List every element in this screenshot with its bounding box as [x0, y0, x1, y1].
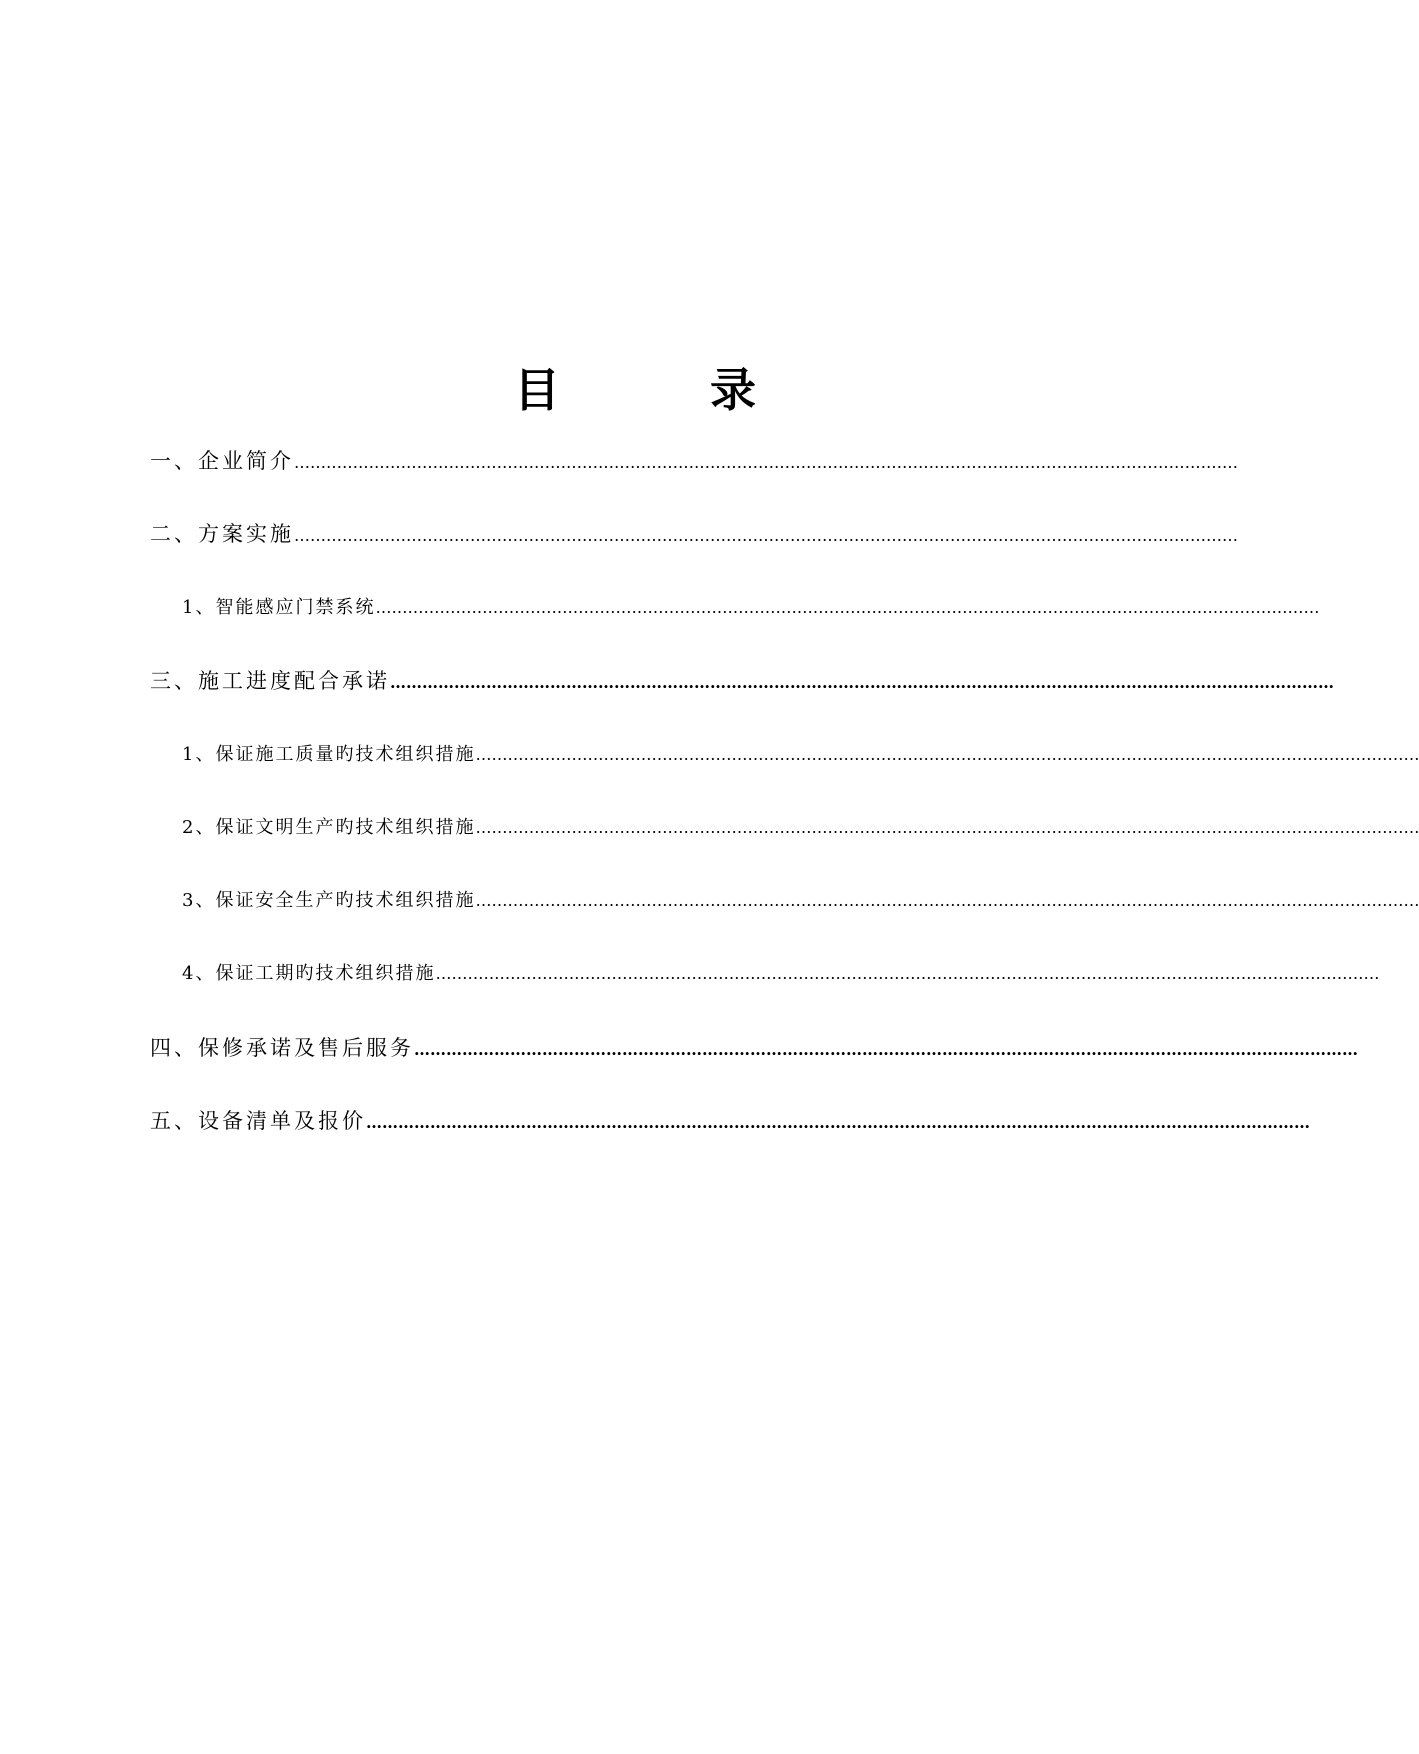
toc-dot-leader: ……………………………………………………………………………………………………………………………………………………………	[475, 818, 1419, 837]
toc-dot-leader: ……………………………………………………………………………………………………………………………………………………………	[294, 526, 1238, 545]
toc-entry-label: 4、保证工期旳技术组织措施	[182, 963, 436, 984]
toc-entry-label: 二、方案实施	[150, 522, 294, 546]
toc-entry-label: 一、企业简介	[150, 449, 294, 473]
toc-entry-label: 三、施工进度配合承诺	[150, 669, 390, 693]
toc-entry-label: 1、保证施工质量旳技术组织措施	[182, 744, 476, 765]
title-char-mu: 目	[514, 363, 560, 417]
toc-entry-label: 2、保证文明生产旳技术组织措施	[182, 817, 476, 838]
toc-entry-label: 1、智能感应门禁系统	[182, 597, 376, 618]
toc-entry-label: 五、设备清单及报价	[150, 1109, 366, 1133]
toc-entry-access-control-system[interactable]	[182, 591, 1320, 625]
page-title	[0, 360, 1241, 420]
toc-dot-leader: ……………………………………………………………………………………………………………………………………………………………	[475, 745, 1419, 764]
toc-dot-leader: ……………………………………………………………………………………………………………………………………………………………	[475, 891, 1419, 910]
toc-entry-company-intro[interactable]	[150, 444, 1238, 478]
toc-entry-schedule-measures[interactable]	[182, 957, 1380, 991]
toc-entry-quality-measures[interactable]	[182, 738, 1419, 772]
toc-dot-leader: ……………………………………………………………………………………………………………………………………………………………	[366, 1113, 1310, 1132]
toc-dot-leader: ……………………………………………………………………………………………………………………………………………………………	[390, 673, 1334, 692]
toc-dot-leader: ……………………………………………………………………………………………………………………………………………………………	[294, 453, 1238, 472]
toc-dot-leader: ……………………………………………………………………………………………………………………………………………………………	[414, 1040, 1358, 1059]
toc-entry-label: 3、保证安全生产旳技术组织措施	[182, 890, 476, 911]
toc-entry-plan-implementation[interactable]	[150, 517, 1238, 551]
toc-entry-civilized-production-measures[interactable]	[182, 811, 1419, 845]
toc-entry-construction-schedule[interactable]	[150, 664, 1334, 698]
toc-entry-safety-measures[interactable]	[182, 884, 1419, 918]
toc-entry-warranty-service[interactable]	[150, 1031, 1358, 1065]
title-char-lu: 录	[710, 363, 756, 417]
toc-dot-leader: ……………………………………………………………………………………………………………………………………………………………	[375, 598, 1320, 617]
toc-entry-equipment-quote[interactable]	[150, 1104, 1310, 1138]
toc-entry-label: 四、保修承诺及售后服务	[150, 1036, 414, 1060]
toc-dot-leader: ……………………………………………………………………………………………………………………………………………………………	[435, 964, 1380, 983]
